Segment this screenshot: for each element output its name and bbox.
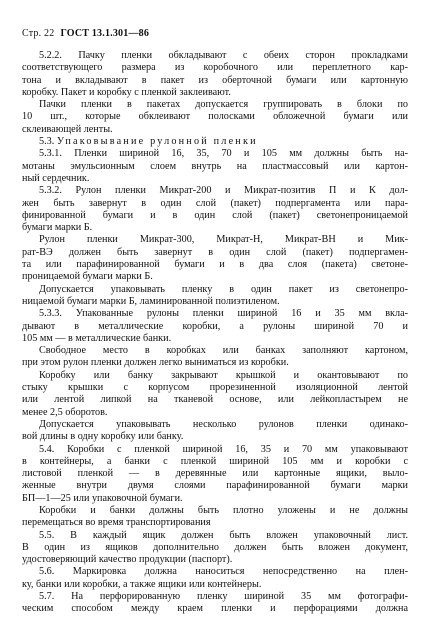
text-line: Свободное место в коробках или банках заполняют картоном, — [39, 345, 408, 357]
text-line: ницаемой бумаги марки Б, ламинированной полиэтиленом. — [22, 295, 280, 307]
text-line: дывают в металлические коробки, а рулоны шириной 70 и — [22, 320, 408, 332]
text-line: 5.3. Упаковывание рулонной пленки — [39, 136, 258, 148]
standard-code: ГОСТ 13.1.301—86 — [60, 28, 150, 39]
text-line: Рулон пленки Микрат-300, Микрат-Н, Микрат-ВН и Мик- — [39, 234, 408, 246]
text-line: Допускается упаковывать пленку в один пакет из светонепро- — [39, 283, 408, 295]
text-line: 5.3.1. Пленки шириной 16, 35, 70 и 105 мм должны быть на- — [39, 148, 408, 160]
text-line: листовой пленкой — в деревянные или картонные ящики, выло- — [22, 468, 408, 480]
text-line: БП—1—25 или упаковочной бумаги. — [22, 492, 183, 504]
text-line: соответствующего размера из коробочного или переплетного кар- — [22, 62, 408, 74]
text-line: или лентой липкой на тканевой основе, или лейкопластырем не — [22, 394, 408, 406]
text-line: 10 шт., которые обклеивают полосками обложечной бумаги или — [22, 111, 408, 123]
page-number: Стр. 22 — [22, 28, 55, 39]
text-line: рат-ВЭ должен быть завернут в один слой (пакет) подпергамен- — [22, 246, 408, 258]
text-line: 5.2.2. Пачку пленки обкладывают с обеих сторон прокладками — [39, 50, 408, 61]
text-line: 5.5. В каждый ящик должен быть вложен упаковочный лист. — [39, 529, 408, 541]
text-line: 5.3.2. Рулон пленки Микрат-200 и Микрат-позитив П и К дол- — [39, 185, 408, 197]
text-line: ческим способом между краем пленки и перфорациями должна — [22, 603, 408, 615]
text-line: ный сердечник. — [22, 172, 90, 184]
text-line: женные внутри двумя слоями парафинированной бумаги марки — [22, 480, 408, 492]
text-line: перемещаться во время транспортирования — [22, 517, 211, 529]
text-line: жен быть завернут в один слой (пакет) подпергамента или пара- — [22, 197, 408, 209]
text-line: Допускается упаковывать несколько рулонов пленки одинако- — [39, 418, 408, 430]
text-line: стыку крышки с корпусом прорезиненной изоляционной лентой — [22, 382, 408, 394]
text-line: склеивающей ленты. — [22, 123, 113, 135]
text-line: при этом рулон пленки должен легко выниматься из коробки. — [22, 357, 289, 369]
text-line: ку, банки или коробки, а также ящики или контейнеры. — [22, 578, 262, 590]
text-line: в контейнеры, а банки с пленкой шириной 105 мм и коробки с — [22, 455, 408, 467]
text-line: 5.7. На перфорированную пленку шириной 35 мм фотографи- — [39, 591, 408, 603]
text-line: мотаны эмульсионным слоем внутрь на пластмассовый или картон- — [22, 160, 408, 172]
text-line: 5.3.3. Упакованные рулоны пленки шириной 16 и 35 мм вкла- — [39, 308, 408, 320]
page-header — [22, 28, 149, 39]
text-line: Пачки пленки в пакетах допускается группировать в блоки по — [39, 99, 408, 111]
text-line: В один из ящиков дополнительно должен быть вложен документ, — [22, 541, 408, 553]
text-line: коробку. Пакет и коробку с пленкой заклеивают. — [22, 86, 231, 98]
text-line: 5.6. Маркировка должна наноситься непосредственно на плен- — [39, 566, 408, 578]
text-line: проницаемой бумаги марки Б. — [22, 271, 153, 283]
text-line: вой длины в одну коробку или банку. — [22, 431, 184, 443]
text-line: Коробку или банку закрывают крышкой и окантовывают по — [39, 369, 408, 381]
text-line: финированной бумаги и в один слой (пакет) светонепроницаемой — [22, 209, 408, 221]
text-line: 5.4. Коробки с пленкой шириной 16, 35 и 70 мм упаковывают — [39, 443, 408, 455]
text-line: менее 2,5 оборотов. — [22, 406, 108, 418]
text-line: Коробки и банки должны быть плотно уложены и не должны — [39, 504, 408, 516]
text-line: 105 мм — в металлические банки. — [22, 332, 172, 344]
text-line: тона и вкладывают в пакет из оберточной бумаги или картонную — [22, 74, 408, 86]
text-line: та или парафинированной бумаги и в два слоя (пакета) светоне- — [22, 259, 408, 271]
document-body — [22, 50, 408, 616]
text-line: удостоверяющий качество продукции (паспорт). — [22, 554, 233, 566]
text-line: бумаги марки Б. — [22, 222, 93, 234]
